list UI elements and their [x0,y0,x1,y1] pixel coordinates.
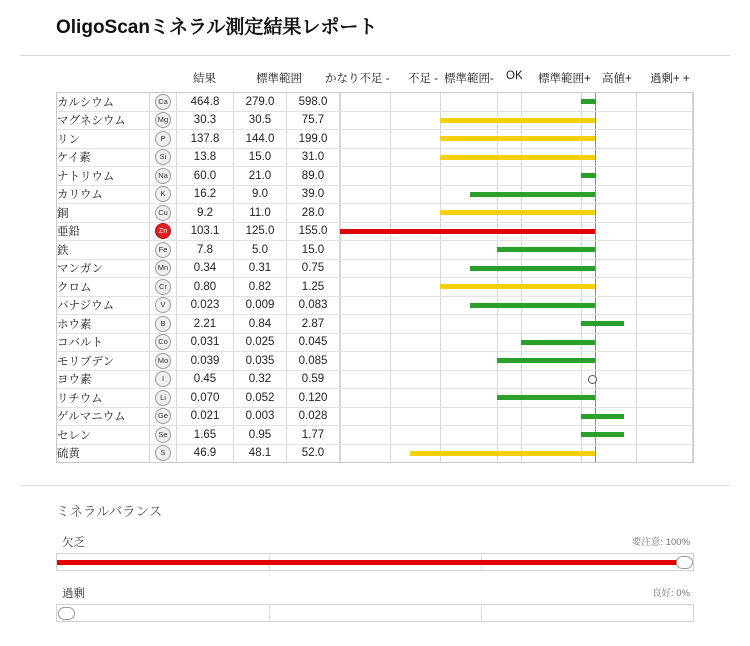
element-symbol: Fe [155,242,171,258]
cell-range-high: 15.0 [287,241,340,260]
scale-bar [497,247,596,252]
cell-scale-bar [340,111,693,130]
mineral-name: 銅 [57,204,150,223]
element-symbol: Cu [155,205,171,221]
cell-scale-bar [340,426,693,445]
table-row [57,148,693,167]
cell-range-low: 11.0 [234,204,287,223]
header-divider [20,55,730,56]
element-symbol: Ca [155,94,171,110]
balance-section-divider [20,485,730,486]
cell-result: 0.023 [177,296,234,315]
mineral-name: 鉄 [57,241,150,260]
table-row [57,389,693,408]
deficiency-slider-knob[interactable] [676,556,693,569]
excess-balance-block [56,585,694,622]
deficiency-label: 欠乏 [62,537,85,549]
mineral-name: カリウム [57,185,150,204]
mineral-name: マンガン [57,259,150,278]
scale-bar [497,395,596,400]
element-symbol: Co [155,334,171,350]
element-symbol-badge [150,315,177,334]
table-row [57,204,693,223]
cell-range-low: 0.035 [234,352,287,371]
table-row [57,93,693,111]
element-symbol-badge [150,185,177,204]
mineral-name: リチウム [57,389,150,408]
cell-result: 13.8 [177,148,234,167]
element-symbol: Se [155,427,171,443]
scale-bar [440,136,595,141]
cell-range-low: 0.009 [234,296,287,315]
element-symbol-badge [150,444,177,462]
cell-result: 0.34 [177,259,234,278]
cell-result: 0.80 [177,278,234,297]
table-row [57,222,693,241]
table-row [57,352,693,371]
excess-slider-track[interactable] [56,604,694,622]
table-row [57,241,693,260]
element-symbol: V [155,297,171,313]
balance-section-title: ミネラルバランス [56,504,163,519]
cell-range-high: 28.0 [287,204,340,223]
column-header-scale-1: 不足 - [408,73,439,85]
element-symbol-badge [150,259,177,278]
excess-note: 良好: 0% [651,588,690,599]
scale-bar [340,229,595,234]
element-symbol-badge [150,389,177,408]
mineral-name: コバルト [57,333,150,352]
cell-range-low: 0.31 [234,259,287,278]
cell-result: 0.45 [177,370,234,389]
cell-result: 137.8 [177,130,234,149]
deficiency-note: 要注意: 100% [631,537,690,548]
element-symbol-badge [150,296,177,315]
mineral-results-table [56,92,694,463]
cell-range-low: 0.003 [234,407,287,426]
cell-range-high: 52.0 [287,444,340,462]
scale-bar [581,321,623,326]
element-symbol: Ge [155,408,171,424]
mineral-name: ゲルマニウム [57,407,150,426]
cell-scale-bar [340,185,693,204]
element-symbol-badge [150,222,177,241]
mineral-name: カルシウム [57,93,150,111]
cell-range-high: 0.045 [287,333,340,352]
scale-bar [497,358,596,363]
cell-scale-bar [340,278,693,297]
scale-bar [440,155,595,160]
scale-bar [410,451,595,456]
cell-range-low: 21.0 [234,167,287,186]
cell-scale-bar [340,259,693,278]
table-row [57,407,693,426]
table-row [57,444,693,462]
cell-range-low: 30.5 [234,111,287,130]
cell-result: 0.031 [177,333,234,352]
table-row [57,130,693,149]
table-row [57,278,693,297]
element-symbol-badge [150,204,177,223]
cell-scale-bar [340,148,693,167]
column-header-scale-6: 過剰+ + [650,73,690,85]
table-row [57,111,693,130]
cell-scale-bar [340,352,693,371]
cell-range-high: 0.085 [287,352,340,371]
cell-range-high: 0.120 [287,389,340,408]
scale-bar [521,340,595,345]
mineral-name: ケイ素 [57,148,150,167]
element-symbol: B [155,316,171,332]
cell-range-high: 1.25 [287,278,340,297]
cell-range-high: 0.083 [287,296,340,315]
cell-range-high: 0.028 [287,407,340,426]
cell-scale-bar [340,333,693,352]
cell-scale-bar [340,315,693,334]
element-symbol-badge [150,241,177,260]
element-symbol: Cr [155,279,171,295]
mineral-name: セレン [57,426,150,445]
mineral-name: マグネシウム [57,111,150,130]
cell-scale-bar [340,204,693,223]
element-symbol: Mg [155,112,171,128]
cell-result: 60.0 [177,167,234,186]
scale-bar [581,173,595,178]
element-symbol-badge [150,278,177,297]
table-row [57,315,693,334]
cell-result: 0.039 [177,352,234,371]
cell-result: 7.8 [177,241,234,260]
element-symbol-badge [150,407,177,426]
cell-result: 2.21 [177,315,234,334]
scale-bar [440,210,595,215]
table-row [57,296,693,315]
cell-scale-bar [340,407,693,426]
mineral-name: ナトリウム [57,167,150,186]
column-header-scale-5: 高値+ [602,73,632,85]
table-row [57,370,693,389]
cell-range-low: 5.0 [234,241,287,260]
table-row [57,426,693,445]
mineral-name: クロム [57,278,150,297]
table-row [57,185,693,204]
scale-bar [470,266,595,271]
scale-bar [581,432,623,437]
cell-result: 0.070 [177,389,234,408]
cell-range-high: 2.87 [287,315,340,334]
mineral-name: 亜鉛 [57,222,150,241]
scale-marker-dot [588,375,597,384]
scale-bar [470,192,595,197]
column-header-range: 標準範囲 [256,73,302,85]
cell-scale-bar [340,167,693,186]
cell-range-low: 48.1 [234,444,287,462]
cell-range-high: 1.77 [287,426,340,445]
element-symbol: Mo [155,353,171,369]
scale-bar [440,118,595,123]
cell-range-low: 144.0 [234,130,287,149]
cell-result: 0.021 [177,407,234,426]
mineral-name: 硫黄 [57,444,150,462]
cell-range-low: 0.32 [234,370,287,389]
table-row [57,167,693,186]
deficiency-slider-track[interactable] [56,553,694,571]
excess-slider-knob[interactable] [58,607,75,620]
cell-range-high: 0.75 [287,259,340,278]
cell-result: 1.65 [177,426,234,445]
cell-range-high: 0.59 [287,370,340,389]
cell-range-high: 598.0 [287,93,340,111]
element-symbol: Si [155,149,171,165]
element-symbol-badge [150,93,177,111]
table-row [57,259,693,278]
cell-range-high: 89.0 [287,167,340,186]
mineral-name: ヨウ素 [57,370,150,389]
element-symbol: P [155,131,171,147]
mineral-name: ホウ素 [57,315,150,334]
cell-range-low: 0.82 [234,278,287,297]
cell-range-low: 15.0 [234,148,287,167]
element-symbol: Li [155,390,171,406]
mineral-name: リン [57,130,150,149]
column-header-result: 結果 [193,73,216,85]
element-symbol-badge [150,370,177,389]
column-header-scale-0: かなり不足 - [325,73,390,85]
element-symbol-badge [150,167,177,186]
cell-range-low: 0.95 [234,426,287,445]
cell-range-low: 0.84 [234,315,287,334]
cell-range-high: 155.0 [287,222,340,241]
cell-range-high: 75.7 [287,111,340,130]
cell-range-low: 9.0 [234,185,287,204]
mineral-name: モリブデン [57,352,150,371]
cell-scale-bar [340,222,693,241]
cell-result: 9.2 [177,204,234,223]
element-symbol: Mn [155,260,171,276]
cell-scale-bar [340,93,693,111]
cell-scale-bar [340,296,693,315]
element-symbol: Zn [155,223,171,239]
table-row [57,333,693,352]
deficiency-balance-block [56,534,694,571]
element-symbol-badge [150,352,177,371]
cell-range-high: 199.0 [287,130,340,149]
element-symbol: Na [155,168,171,184]
cell-range-low: 279.0 [234,93,287,111]
cell-range-high: 31.0 [287,148,340,167]
cell-scale-bar [340,241,693,260]
element-symbol-badge [150,426,177,445]
report-header [0,0,750,49]
column-header-scale-4: 標準範囲+ [538,73,591,85]
element-symbol-badge [150,130,177,149]
cell-result: 30.3 [177,111,234,130]
cell-range-high: 39.0 [287,185,340,204]
cell-scale-bar [340,130,693,149]
table-column-headers [0,70,750,88]
element-symbol: I [155,371,171,387]
cell-scale-bar [340,389,693,408]
page-title: OligoScanミネラル測定結果レポート [56,17,378,38]
cell-range-low: 125.0 [234,222,287,241]
cell-scale-bar [340,444,693,462]
column-header-scale-3: OK [506,70,523,82]
cell-result: 464.8 [177,93,234,111]
excess-label: 過剰 [62,588,85,600]
mineral-name: バナジウム [57,296,150,315]
scale-bar [440,284,595,289]
deficiency-slider-fill [57,560,685,565]
column-header-scale-2: 標準範囲- [444,73,494,85]
element-symbol-badge [150,333,177,352]
cell-range-low: 0.025 [234,333,287,352]
element-symbol: K [155,186,171,202]
cell-result: 16.2 [177,185,234,204]
cell-result: 103.1 [177,222,234,241]
element-symbol-badge [150,148,177,167]
scale-bar [581,414,623,419]
scale-bar [470,303,595,308]
cell-scale-bar [340,370,693,389]
element-symbol-badge [150,111,177,130]
cell-result: 46.9 [177,444,234,462]
cell-range-low: 0.052 [234,389,287,408]
element-symbol: S [155,445,171,461]
scale-bar [581,99,595,104]
